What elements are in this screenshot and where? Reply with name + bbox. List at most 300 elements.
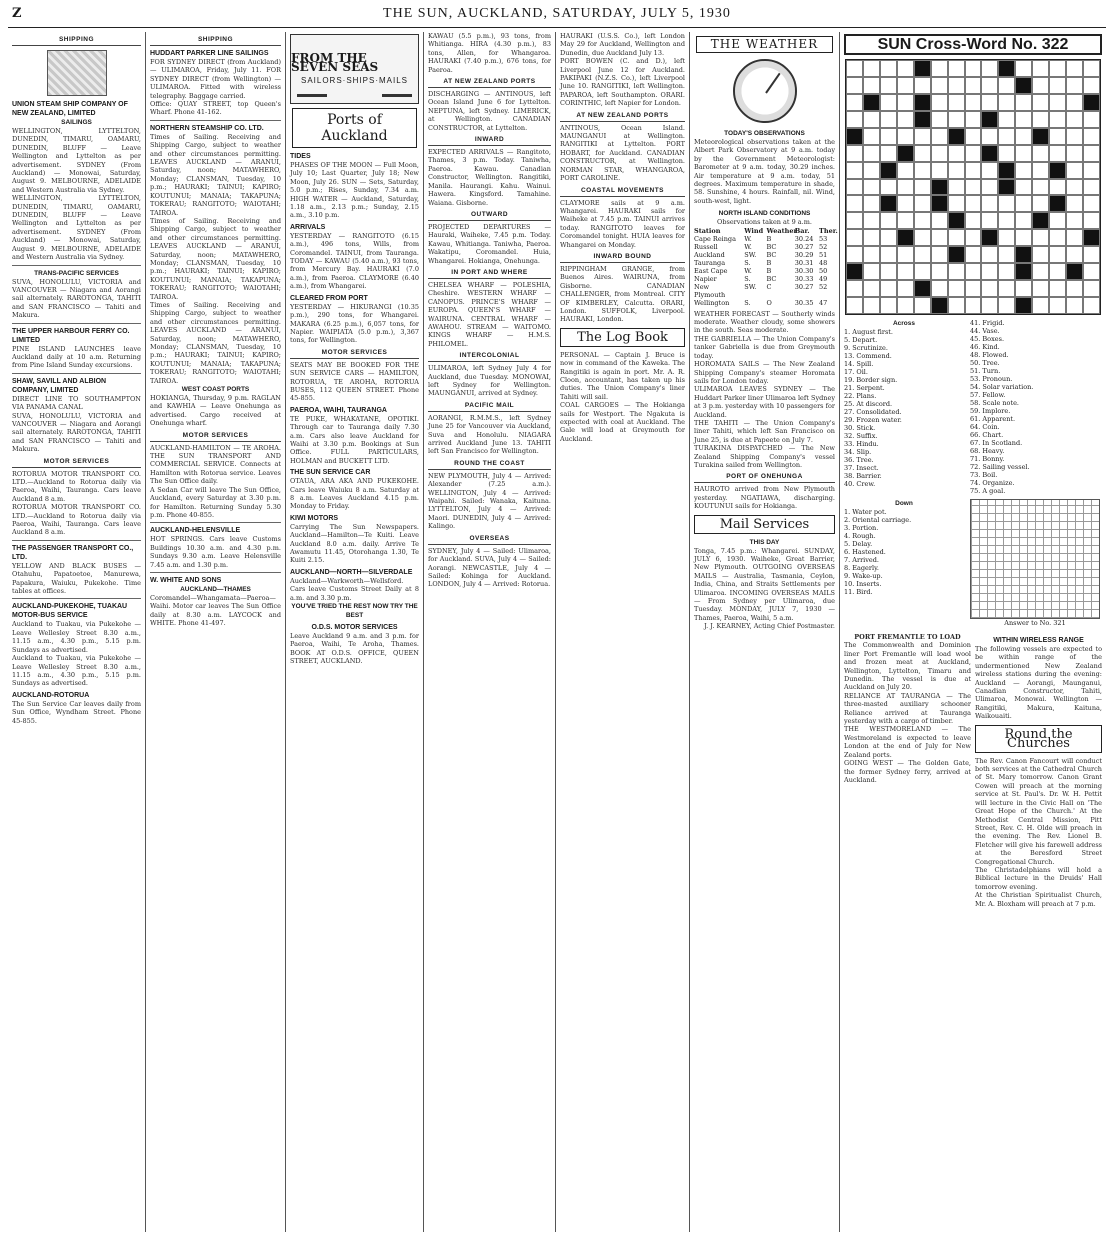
crossword-cell[interactable] <box>931 128 948 145</box>
crossword-cell[interactable] <box>965 195 982 212</box>
crossword-cell[interactable] <box>1032 263 1049 280</box>
ni-intro: Observations taken at 9 a.m. <box>717 218 812 227</box>
paeroa-title: PAEROA, WAIHI, TAURANGA <box>290 406 387 414</box>
crossword-cell[interactable] <box>1032 77 1049 94</box>
column-7-lower <box>844 633 1102 908</box>
crossword-cell[interactable] <box>931 263 948 280</box>
crossword-cell[interactable] <box>981 162 998 179</box>
crossword-cell[interactable] <box>931 246 948 263</box>
crossword-cell[interactable] <box>948 297 965 314</box>
crossword-cell[interactable] <box>1066 297 1083 314</box>
crossword-cell[interactable] <box>998 94 1015 111</box>
crossword-cell[interactable] <box>1083 60 1100 77</box>
crossword-cell[interactable] <box>846 145 863 162</box>
crossword-cell[interactable] <box>863 263 880 280</box>
crossword-cell[interactable] <box>897 263 914 280</box>
cleared-body: YESTERDAY — HIKURANGI (10.35 p.m.), 290 tons, for Whangarei. MAKARA (6.25 p.m.), 6,057 tons, for Napier. WAIPIATA (5.0 p.m.), 3,367 tons, for Wellington. <box>290 302 419 345</box>
inward-body: EXPECTED ARRIVALS — Rangitoto, Thames, 3 p.m. Today. Taniwha, Paeroa. Kawau. Canadian Constructor, Wellington. Rangitiki, Manila. Haurangi. Kahu. Wainui. Hawera. Kingsford. Tamahine. Waiana. Gisborne. <box>428 148 551 207</box>
crossword-cell[interactable] <box>965 229 982 246</box>
ni-table-cell: Cape Reinga <box>694 234 736 243</box>
crossword-cell[interactable] <box>965 212 982 229</box>
crossword-cell[interactable] <box>846 77 863 94</box>
reliance-note: RELIANCE AT TAURANGA — The three-masted auxiliary schooner Reliance arrived at Tauranga yesterday with a cargo of timber. <box>844 691 971 726</box>
crossword-cell[interactable] <box>948 162 965 179</box>
crossword-cell[interactable] <box>914 128 931 145</box>
ni-table-cell: C <box>766 282 772 291</box>
rotorua-body: The Sun Service Car leaves daily from Sun Office, Wyndham Street. Phone 45-855. <box>12 699 141 725</box>
crossword-cell[interactable] <box>863 128 880 145</box>
crossword-cell[interactable] <box>914 77 931 94</box>
crossword-cell[interactable] <box>931 212 948 229</box>
crossword-cell[interactable] <box>998 297 1015 314</box>
crossword-cell[interactable] <box>880 229 897 246</box>
crossword-cell <box>880 162 897 179</box>
crossword-cell[interactable] <box>1015 60 1032 77</box>
crossword-cell[interactable] <box>880 179 897 196</box>
clue-item: 33. Hindu. <box>844 440 879 448</box>
crossword-cell[interactable] <box>863 280 880 297</box>
crossword-cell[interactable] <box>1015 280 1032 297</box>
crossword-cell[interactable] <box>931 77 948 94</box>
crossword-cell[interactable] <box>1066 246 1083 263</box>
coastal-movements-heading: COASTAL MOVEMENTS <box>560 186 685 197</box>
northern-body-extra: Times of Sailing. Receiving and Shipping Cargo, subject to weather and other circumstances permitting. LEAVES AUCKLAND — ARANUI, Saturday, noon; MATAWHERO, Monday; CLANSMAN, Tuesday, 10 p.m.; HAURAKI; TAINUI; KAPIRO; KOUTUNUI; MANAIA; TAKAPUNA; TOKERAU; RANGITOTO; WAIOTAHI; TAIROA. <box>150 300 281 385</box>
crossword-cell[interactable] <box>880 246 897 263</box>
crossword-cell[interactable] <box>1066 229 1083 246</box>
clue-item: 3. Portion. <box>844 524 879 532</box>
crossword-cell[interactable] <box>981 128 998 145</box>
crossword-cell[interactable] <box>1066 111 1083 128</box>
clue-item: 29. Frozen water. <box>844 416 902 424</box>
crossword-cell[interactable] <box>914 145 931 162</box>
crossword-cell[interactable] <box>1015 111 1032 128</box>
crossword-cell[interactable] <box>981 297 998 314</box>
crossword-cell[interactable] <box>880 212 897 229</box>
crossword-cell[interactable] <box>998 246 1015 263</box>
crossword-cell[interactable] <box>1083 195 1100 212</box>
sun-transport-body: AUCKLAND-HAMILTON — TE AROHA. THE SUN TRANSPORT AND COMMERCIAL SERVICE. Connects at Hamilton with Rotorua service. Leaves The Sun Office daily. <box>150 443 281 486</box>
crossword-cell[interactable] <box>1015 162 1032 179</box>
crossword-cell[interactable] <box>880 128 897 145</box>
crossword-cell[interactable] <box>880 297 897 314</box>
crossword-clues <box>844 319 1102 495</box>
crossword-cell[interactable] <box>1066 77 1083 94</box>
crossword-cell[interactable] <box>965 77 982 94</box>
crossword-cell[interactable] <box>931 111 948 128</box>
outward-body: PROJECTED DEPARTURES — Hauraki, Waiheke, 7.45 p.m. Today. Kawau, Whitianga. Taniwha, Paeroa. Wakatipu, Coromandel. Huia, Whangarei. Hokianga, Onehunga. <box>428 222 551 265</box>
crossword-cell[interactable] <box>1066 179 1083 196</box>
ni-table-row <box>694 243 835 251</box>
crossword-cell[interactable] <box>846 179 863 196</box>
crossword-cell[interactable] <box>998 145 1015 162</box>
crossword-cell[interactable] <box>880 263 897 280</box>
crossword-cell[interactable] <box>981 246 998 263</box>
ni-table-cell: B <box>766 234 772 243</box>
ni-table-cell: SW. <box>744 282 757 291</box>
crossword-cell[interactable] <box>880 145 897 162</box>
crossword-cell[interactable] <box>1049 212 1066 229</box>
clue-item: 9. Scrutinize. <box>844 344 888 352</box>
north-island-heading: NORTH ISLAND CONDITIONS <box>718 210 811 218</box>
crossword-cell[interactable] <box>948 195 965 212</box>
ni-table-cell: East Cape <box>694 266 728 275</box>
clue-item: 71. Bonny. <box>970 455 1005 463</box>
clue-item: 9. Wake-up. <box>844 572 883 580</box>
crossword-cell[interactable] <box>914 195 931 212</box>
crossword-cell[interactable] <box>965 246 982 263</box>
crossword-cell[interactable] <box>981 212 998 229</box>
crossword-cell[interactable] <box>1049 263 1066 280</box>
ni-table-cell: O <box>766 298 772 307</box>
ni-table-row <box>694 299 835 307</box>
ni-table-cell: 52 <box>819 242 828 251</box>
ship-icon <box>297 79 327 97</box>
ni-table-cell: 53 <box>819 234 828 243</box>
crossword-cell[interactable] <box>948 60 965 77</box>
crossword-cell[interactable] <box>1083 179 1100 196</box>
crossword-cell[interactable] <box>863 297 880 314</box>
crossword-cell[interactable] <box>846 111 863 128</box>
clue-item: 27. Consolidated. <box>844 408 902 416</box>
crossword-cell[interactable] <box>1032 246 1049 263</box>
crossword-cell[interactable] <box>1066 162 1083 179</box>
column-6 <box>690 32 840 1232</box>
crossword-cell[interactable] <box>1032 60 1049 77</box>
ni-table-cell: W. <box>744 242 752 251</box>
coastal-movements-body: CLAYMORE sails at 9 a.m. Whangarei. HAURAKI sails for Waiheke at 7.45 p.m. TAINUI arrives today. RANGITOTO leaves for Coromandel tonight. HUIA leaves for Whangarei on Monday. <box>560 198 685 249</box>
crossword-cell[interactable] <box>846 246 863 263</box>
crossword-cell[interactable] <box>897 246 914 263</box>
crossword-cell[interactable] <box>897 94 914 111</box>
tides-body: PHASES OF THE MOON — Full Moon, July 10; Last Quarter, July 18; New Moon, July 26. SUN — Sets, Saturday, 5.0 p.m.; Rises, Sunday, 7.34 a.m. HIGH WATER — Auckland, Saturday, 1.18 a.m., 2.13 p.m.; Sunday, 2.15 a.m., 3.10 p.m. <box>290 161 419 220</box>
crossword-cell[interactable] <box>863 246 880 263</box>
crossword-cell <box>897 229 914 246</box>
crossword-cell[interactable] <box>914 229 931 246</box>
crossword-cell[interactable] <box>1032 195 1049 212</box>
crossword-cell[interactable] <box>1066 195 1083 212</box>
across-list <box>844 328 964 488</box>
crossword-cell[interactable] <box>1032 179 1049 196</box>
clue-item: 1. August first. <box>844 328 893 336</box>
crossword-cell[interactable] <box>1049 77 1066 94</box>
crossword-cell[interactable] <box>1083 77 1100 94</box>
crossword-cell[interactable] <box>1066 212 1083 229</box>
kiwi-motors-title: KIWI MOTORS <box>290 514 339 522</box>
crossword-cell[interactable] <box>931 162 948 179</box>
trans-pacific-body: SUVA, HONOLULU, VICTORIA and VANCOUVER — Niagara and Aorangi sail alternately. RAROTONGA, TAHITI and SAN FRANCISCO — Tahiti and Makura. <box>12 277 141 320</box>
crossword-cell[interactable] <box>998 77 1015 94</box>
crossword-cell[interactable] <box>948 229 965 246</box>
crossword-cell[interactable] <box>914 179 931 196</box>
across-heading: Across <box>892 320 916 327</box>
clue-item: 68. Heavy. <box>970 447 1005 455</box>
ni-table-cell: B <box>766 258 772 267</box>
nz-ports-heading: AT NEW ZEALAND PORTS <box>428 77 551 88</box>
crossword-cell[interactable] <box>1049 94 1066 111</box>
turakina-note: TURAKINA DISPATCHED — The New Zealand Shipping Company's vessel Turakina sailed from Wellington. <box>694 444 835 469</box>
crossword-cell[interactable] <box>863 60 880 77</box>
ni-table-cell: 47 <box>819 298 828 307</box>
crossword-cell[interactable] <box>846 94 863 111</box>
seven-seas-banner <box>290 34 419 104</box>
crossword-cell[interactable] <box>1015 145 1032 162</box>
crossword-cell <box>1015 246 1032 263</box>
crossword-cell[interactable] <box>863 229 880 246</box>
crossword-cell[interactable] <box>1049 246 1066 263</box>
huddart-body: FOR SYDNEY DIRECT (from Auckland) — ULIMAROA, Friday, July 11. FOR SYDNEY DIRECT (from Wellington) — ULIMAROA. Fitted with wireless telegraphy. Baggage carried. <box>150 58 281 100</box>
union-body: WELLINGTON, LYTTELTON, DUNEDIN, TIMARU, OAMARU, DUNEDIN, BLUFF — Leave Wellington and Lyttelton as per advertisement. SYDNEY (From Auckland) — Monowai, Saturday, August 9. MELBOURNE, ADELAIDE and Western Australia via Sydney. <box>12 127 141 194</box>
crossword-cell[interactable] <box>1015 94 1032 111</box>
shaw-savill-body: DIRECT LINE TO SOUTHAMPTON VIA PANAMA CANAL <box>12 394 141 412</box>
nz-ports-body: DISCHARGING — ANTINOUS, left Ocean Island June 6 for Lyttelton. NEPTUNA, left Sydney. LIMERICK, at Wellington. CANADIAN CONSTRUCTOR, at Lyttelton. <box>428 90 551 132</box>
crossword-cell[interactable] <box>863 179 880 196</box>
crossword-cell[interactable] <box>863 162 880 179</box>
crossword-cell <box>948 212 965 229</box>
crossword-cell[interactable] <box>897 280 914 297</box>
crossword-cell[interactable] <box>897 128 914 145</box>
clue-item: 48. Flowed. <box>970 351 1009 359</box>
crossword-cell[interactable] <box>897 297 914 314</box>
crossword-cell[interactable] <box>1032 111 1049 128</box>
crossword-cell[interactable] <box>1066 280 1083 297</box>
column-7 <box>840 32 1106 1232</box>
crossword-cell[interactable] <box>1066 94 1083 111</box>
crossword-cell[interactable] <box>1032 162 1049 179</box>
ni-col-ther: Ther. <box>819 226 838 235</box>
crossword-cell[interactable] <box>897 60 914 77</box>
crossword-cell[interactable] <box>998 212 1015 229</box>
white-sons-title: W. WHITE AND SONS <box>150 576 222 584</box>
clue-item: 72. Sailing vessel. <box>970 463 1030 471</box>
crossword-cell[interactable] <box>1083 212 1100 229</box>
right-clue-column <box>970 319 1100 495</box>
clue-item: 13. Commend. <box>844 352 892 360</box>
crossword-cell[interactable] <box>965 162 982 179</box>
crossword-cell[interactable] <box>846 297 863 314</box>
crossword-cell[interactable] <box>1049 128 1066 145</box>
crossword-cell[interactable] <box>846 212 863 229</box>
crossword-cell[interactable] <box>1049 111 1066 128</box>
this-day-heading: THIS DAY <box>749 538 780 546</box>
crossword-cell[interactable] <box>914 246 931 263</box>
crossword-cell[interactable] <box>1015 128 1032 145</box>
crossword-cell[interactable] <box>863 195 880 212</box>
tuakau-title: AUCKLAND-PUKEKOHE, TUAKAU MOTOR-BUS SERVICE <box>12 603 128 620</box>
column-5 <box>556 32 690 1232</box>
crossword-cell[interactable] <box>880 60 897 77</box>
ni-table-body <box>694 235 835 307</box>
clue-item: 44. Vase. <box>970 327 1000 335</box>
crossword-cell <box>914 94 931 111</box>
crossword-cell[interactable] <box>1066 60 1083 77</box>
shaw-savill-title: SHAW, SAVILL AND ALBION COMPANY, LIMITED <box>12 377 107 394</box>
crossword-cell[interactable] <box>1049 145 1066 162</box>
crossword-cell[interactable] <box>931 229 948 246</box>
clue-item: 5. Depart. <box>844 336 878 344</box>
ship-news-heading: AT NEW ZEALAND PORTS <box>560 111 685 122</box>
crossword-cell[interactable] <box>1032 280 1049 297</box>
crossword-cell[interactable] <box>1083 162 1100 179</box>
north-silverdale-title: AUCKLAND—NORTH—SILVERDALE <box>290 568 413 576</box>
crossword-cell[interactable] <box>1032 94 1049 111</box>
crossword-cell[interactable] <box>981 60 998 77</box>
crossword-cell[interactable] <box>863 111 880 128</box>
crossword-cell <box>914 60 931 77</box>
ferry-body: PINE ISLAND LAUNCHES leave Auckland daily at 10 a.m. Returning from Pine Island Sunday excursions. <box>12 344 141 370</box>
ni-table-cell: 49 <box>819 274 828 283</box>
crossword-cell[interactable] <box>948 94 965 111</box>
newspaper-title: THE SUN, AUCKLAND, SATURDAY, JULY 5, 1930 <box>383 6 731 21</box>
crossword-cell[interactable] <box>1066 128 1083 145</box>
crossword-cell[interactable] <box>897 212 914 229</box>
cleared-heading: CLEARED FROM PORT <box>290 294 368 302</box>
hauraki-note: HAURAKI (U.S.S. Co.), left London May 29 for Auckland, Wellington and Dunedin, due Auckland July 13. <box>560 32 685 57</box>
columns <box>8 32 1106 1232</box>
crossword-cell[interactable] <box>981 179 998 196</box>
crossword-cell[interactable] <box>948 145 965 162</box>
crossword-cell[interactable] <box>897 111 914 128</box>
crossword-cell[interactable] <box>846 60 863 77</box>
crossword-cell[interactable] <box>931 145 948 162</box>
crossword-cell[interactable] <box>981 280 998 297</box>
clue-item: 1. Water pot. <box>844 508 887 516</box>
crossword-cell[interactable] <box>914 297 931 314</box>
crossword-cell[interactable] <box>981 263 998 280</box>
crossword-cell[interactable] <box>931 60 948 77</box>
clue-item: 11. Bird. <box>844 588 873 596</box>
crossword-cell <box>914 280 931 297</box>
crossword-cell[interactable] <box>1083 111 1100 128</box>
crossword-cell[interactable] <box>1032 145 1049 162</box>
crossword-cell[interactable] <box>931 280 948 297</box>
gabriella-note: THE GABRIELLA — The Union Company's tanker Gabriella is due from Greymouth today. <box>694 334 835 360</box>
across-clues <box>844 319 964 495</box>
clue-item: 53. Pronoun. <box>970 375 1013 383</box>
crossword-cell[interactable] <box>948 263 965 280</box>
port-fremantle-heading: PORT FREMANTLE TO LOAD <box>854 633 961 641</box>
crossword-cell[interactable] <box>1083 145 1100 162</box>
weather-title: THE WEATHER <box>696 36 833 53</box>
crossword-cell[interactable] <box>1083 128 1100 145</box>
crossword-cell[interactable] <box>1083 297 1100 314</box>
crossword-cell[interactable] <box>965 263 982 280</box>
crossword-cell[interactable] <box>897 77 914 94</box>
clue-item: 2. Oriental carriage. <box>844 516 912 524</box>
crossword-cell[interactable] <box>880 111 897 128</box>
crossword-cell[interactable] <box>846 195 863 212</box>
crossword-cell[interactable] <box>948 77 965 94</box>
divider <box>150 120 281 121</box>
crossword-cell[interactable] <box>998 111 1015 128</box>
crossword-cell[interactable] <box>998 263 1015 280</box>
clue-item: 5. Delay. <box>844 540 873 548</box>
crossword-cell[interactable] <box>1066 145 1083 162</box>
crossword-cell[interactable] <box>880 94 897 111</box>
crossword-cell[interactable] <box>897 179 914 196</box>
crossword-cell[interactable] <box>998 229 1015 246</box>
crossword-cell[interactable] <box>1083 246 1100 263</box>
banner-title: FROM THE SEVEN SEAS <box>291 50 379 74</box>
crossword-cell[interactable] <box>1049 229 1066 246</box>
ulimaroa-note: ULIMAROA LEAVES SYDNEY — The Huddart Parker liner Ulimaroa left Sydney at 3 p.m. yesterday with 10 passengers for Auckland. <box>694 385 836 419</box>
crossword-cell[interactable] <box>880 280 897 297</box>
crossword-cell[interactable] <box>914 212 931 229</box>
crossword-cell[interactable] <box>1049 280 1066 297</box>
down-list <box>844 508 964 596</box>
crossword-cell[interactable] <box>846 162 863 179</box>
inward-bound-heading: INWARD BOUND <box>560 252 685 263</box>
ni-col-wind: Wind <box>744 226 764 235</box>
crossword-cell[interactable] <box>1015 212 1032 229</box>
crossword-cell[interactable] <box>1032 297 1049 314</box>
crossword-cell[interactable] <box>981 94 998 111</box>
wireless-body: The following vessels are expected to be within range of the undermentioned New Zealand wireless stations during the evening: Auckland — Aorangi, Maunganui, Canadian Constructor, Tahiti, Ulimaroa, Monowai. Wellington — Rangitiki, Makura, Kaituna, Waikouaiti. <box>975 645 1102 721</box>
rotorua-transport-body-more: ROTORUA MOTOR TRANSPORT CO. LTD.—Auckland to Rotorua daily via Paeroa, Waihi, Tauranga. Cars leave Auckland 8 a.m. <box>12 503 141 537</box>
crossword-cell[interactable] <box>1049 60 1066 77</box>
crossword-cell[interactable] <box>1015 229 1032 246</box>
answer-caption: Answer to No. 321 <box>1004 619 1066 627</box>
crossword-cell[interactable] <box>1049 297 1066 314</box>
crossword-cell[interactable] <box>998 195 1015 212</box>
crossword-cell[interactable] <box>1049 179 1066 196</box>
crossword-cell[interactable] <box>981 195 998 212</box>
crossword-cell[interactable] <box>965 60 982 77</box>
crossword-cell[interactable] <box>998 128 1015 145</box>
ni-table-cell: Napier <box>694 274 717 283</box>
crossword-cell[interactable] <box>948 280 965 297</box>
crossword-cell[interactable] <box>846 280 863 297</box>
crossword-cell[interactable] <box>914 263 931 280</box>
crossword-cell[interactable] <box>981 77 998 94</box>
ni-table-row <box>694 267 835 275</box>
crossword-cell[interactable] <box>998 280 1015 297</box>
crossword-cell[interactable] <box>965 94 982 111</box>
crossword-cell <box>981 111 998 128</box>
crossword-cell[interactable] <box>965 297 982 314</box>
crossword-cell[interactable] <box>948 179 965 196</box>
motor-services-heading: MOTOR SERVICES <box>12 457 141 468</box>
crossword-cell[interactable] <box>863 145 880 162</box>
crossword-cell[interactable] <box>846 229 863 246</box>
crossword-cell[interactable] <box>1083 263 1100 280</box>
crossword-cell[interactable] <box>965 111 982 128</box>
crossword-cell[interactable] <box>1015 195 1032 212</box>
passenger-transport-title: THE PASSENGER TRANSPORT CO., LTD. <box>12 544 134 561</box>
crossword-cell[interactable] <box>948 111 965 128</box>
tuakau-body: Auckland to Tuakau, via Pukekohe — Leave Wellesley Street 8.30 a.m., 11.15 a.m., 4.30 p.m., 5.15 p.m. Sundays as advertised. <box>12 620 141 654</box>
crossword-cell[interactable] <box>965 145 982 162</box>
ni-table-cell: Russell <box>694 242 718 251</box>
crossword-cell[interactable] <box>863 212 880 229</box>
crossword-cell[interactable] <box>1032 229 1049 246</box>
crossword-cell[interactable] <box>863 77 880 94</box>
crossword-cell[interactable] <box>965 280 982 297</box>
crossword-cell[interactable] <box>880 77 897 94</box>
ni-table-cell: New Plymouth <box>694 282 726 299</box>
crossword-cell[interactable] <box>1015 179 1032 196</box>
crossword-cell[interactable] <box>897 162 914 179</box>
clue-item: 40. Crew. <box>844 480 876 488</box>
crossword-grid[interactable] <box>845 59 1101 315</box>
crossword-cell[interactable] <box>914 162 931 179</box>
crossword-cell <box>897 145 914 162</box>
crossword-cell[interactable] <box>965 179 982 196</box>
crossword-cell[interactable] <box>965 128 982 145</box>
crossword-cell[interactable] <box>897 195 914 212</box>
crossword-cell[interactable] <box>1083 280 1100 297</box>
crossword-cell[interactable] <box>931 94 948 111</box>
divider <box>12 540 141 541</box>
